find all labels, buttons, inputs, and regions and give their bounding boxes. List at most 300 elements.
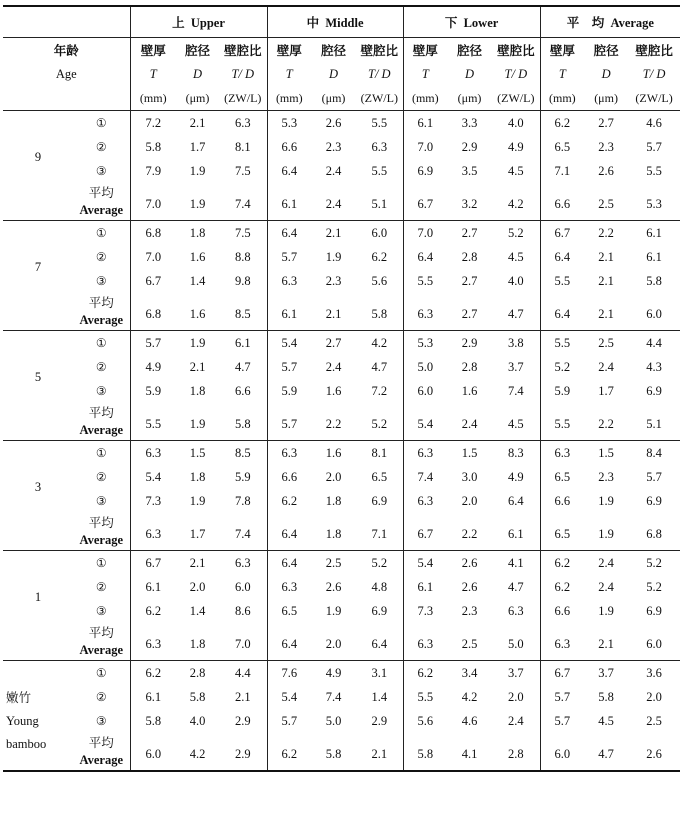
value-cell: 1.6 (189, 249, 206, 264)
average-label-en: Average (79, 203, 123, 217)
value-cell: 5.9 (234, 469, 251, 484)
average-value-cell: 5.5 (130, 403, 176, 441)
value-cell: 4.6 (461, 713, 478, 728)
value-cell: 4.1 (492, 551, 540, 576)
value-cell: 6.4 (267, 159, 311, 183)
average-value-cell: 5.0 (508, 637, 524, 651)
column-symbol: T (130, 62, 176, 86)
average-value-cell: 5.8 (311, 733, 356, 771)
value-cell: 5.2 (492, 221, 540, 246)
value-cell: 5.8 (130, 135, 176, 159)
sample-marker: ③ (95, 713, 107, 728)
average-value-cell: 5.2 (371, 417, 388, 431)
value-cell: 5.8 (646, 273, 662, 288)
table-row (3, 379, 680, 403)
value-cell: 4.9 (508, 469, 524, 484)
age-label-en: Age (55, 66, 77, 81)
value-cell: 2.7 (447, 221, 492, 246)
group-header-cn: 下 (444, 16, 458, 30)
value-cell: 5.5 (371, 163, 388, 178)
value-cell: 4.5 (508, 249, 524, 264)
value-cell: 6.1 (403, 575, 447, 599)
average-value-cell: 6.7 (403, 513, 447, 551)
average-value-cell: 2.5 (461, 637, 478, 651)
age-label: 3 (34, 480, 42, 494)
value-cell: 3.6 (628, 661, 680, 686)
column-unit: (ZW/L) (497, 90, 535, 105)
value-cell: 7.5 (219, 221, 267, 246)
value-cell: 7.9 (130, 159, 176, 183)
value-cell: 3.7 (508, 359, 524, 374)
average-label-en: Average (79, 313, 123, 327)
value-cell: 5.9 (130, 379, 176, 403)
average-value-cell: 4.2 (176, 733, 219, 771)
value-cell: 4.4 (628, 331, 680, 356)
value-cell: 1.8 (189, 383, 206, 398)
average-value-cell: 6.4 (267, 513, 311, 551)
average-row (3, 183, 680, 201)
value-cell: 6.1 (130, 575, 176, 599)
value-cell: 8.8 (234, 249, 251, 264)
value-cell: 1.4 (189, 273, 206, 288)
value-cell: 7.2 (130, 111, 176, 136)
value-cell: 7.0 (130, 245, 176, 269)
table-row (3, 221, 680, 246)
value-cell: 8.6 (234, 603, 251, 618)
value-cell: 5.2 (628, 551, 680, 576)
column-name: 腔径 (584, 38, 628, 63)
value-cell: 4.6 (628, 111, 680, 136)
value-cell: 6.0 (234, 579, 251, 594)
sample-marker: ① (73, 331, 130, 356)
average-value-cell: 6.1 (267, 183, 311, 221)
average-value-cell: 5.3 (646, 197, 662, 211)
table-row (3, 159, 680, 183)
average-value-cell: 4.7 (584, 733, 628, 771)
value-cell: 2.3 (461, 603, 478, 618)
sample-marker: ③ (95, 493, 107, 508)
value-cell: 6.1 (628, 221, 680, 246)
column-symbol: D (601, 66, 611, 81)
value-cell: 1.9 (189, 493, 206, 508)
value-cell: 8.4 (628, 441, 680, 466)
average-value-cell: 6.7 (403, 183, 447, 221)
average-value-cell: 2.8 (492, 733, 540, 771)
average-value-cell: 2.0 (325, 637, 342, 651)
average-value-cell: 2.5 (598, 197, 614, 211)
average-label-cn: 平均 (88, 186, 114, 200)
column-unit: (ZW/L) (635, 90, 673, 105)
table-row (3, 685, 680, 709)
value-cell: 4.7 (234, 359, 251, 374)
value-cell: 6.8 (130, 221, 176, 246)
sample-marker: ③ (95, 603, 107, 618)
average-value-cell: 5.8 (371, 307, 388, 321)
average-value-cell: 6.1 (267, 293, 311, 331)
value-cell: 6.5 (540, 465, 584, 489)
value-cell: 4.5 (598, 713, 614, 728)
group-header-en: Middle (325, 16, 364, 30)
age-label: 5 (34, 370, 42, 384)
table-row (3, 599, 680, 623)
sample-marker: ① (73, 221, 130, 246)
sample-marker: ② (95, 579, 107, 594)
column-symbol: D (329, 66, 339, 81)
value-cell: 6.3 (403, 441, 447, 466)
value-cell: 2.2 (584, 221, 628, 246)
column-unit: (μm) (457, 90, 482, 105)
value-cell: 5.5 (403, 685, 447, 709)
value-cell: 2.9 (234, 713, 251, 728)
value-cell: 1.9 (598, 493, 614, 508)
average-value-cell: 6.0 (646, 307, 662, 321)
value-cell: 2.0 (646, 689, 662, 704)
value-cell: 6.4 (267, 551, 311, 576)
value-cell: 5.7 (130, 331, 176, 356)
value-cell: 5.8 (598, 689, 614, 704)
value-cell: 6.3 (267, 441, 311, 466)
value-cell: 6.3 (219, 111, 267, 136)
column-name: 壁厚 (267, 38, 311, 63)
column-name: 壁腔比 (219, 38, 267, 63)
column-unit: (ZW/L) (224, 90, 262, 105)
average-value-cell: 2.2 (325, 417, 342, 431)
value-cell: 7.1 (540, 159, 584, 183)
value-cell: 6.6 (540, 489, 584, 513)
age-cell (3, 551, 73, 661)
header-unit-row (3, 86, 680, 111)
column-name: 腔径 (447, 38, 492, 63)
average-value-cell: 6.0 (646, 637, 662, 651)
value-cell: 1.5 (447, 441, 492, 466)
table-row (3, 111, 680, 136)
value-cell: 8.3 (492, 441, 540, 466)
average-value-cell: 1.7 (189, 527, 206, 541)
value-cell: 6.1 (219, 331, 267, 356)
value-cell: 2.8 (176, 661, 219, 686)
sample-marker: ② (95, 469, 107, 484)
column-unit: (μm) (321, 90, 346, 105)
corner-cell (3, 6, 130, 38)
value-cell: 2.0 (461, 493, 478, 508)
value-cell: 5.7 (540, 685, 584, 709)
average-value-cell: 3.2 (461, 197, 478, 211)
value-cell: 5.8 (189, 689, 206, 704)
value-cell: 2.4 (508, 713, 524, 728)
value-cell: 7.0 (403, 135, 447, 159)
value-cell: 2.4 (598, 579, 614, 594)
value-cell: 2.3 (325, 139, 342, 154)
value-cell: 6.7 (540, 661, 584, 686)
value-cell: 5.5 (646, 163, 662, 178)
value-cell: 1.4 (189, 603, 206, 618)
average-value-cell: 6.3 (130, 623, 176, 661)
value-cell: 5.7 (646, 139, 662, 154)
value-cell: 6.7 (540, 221, 584, 246)
sample-marker: ① (73, 661, 130, 686)
value-cell: 7.3 (130, 489, 176, 513)
value-cell: 2.5 (646, 713, 662, 728)
average-value-cell: 1.9 (598, 527, 614, 541)
average-value-cell: 2.1 (598, 637, 614, 651)
average-label-cn: 平均 (88, 736, 114, 750)
column-symbol: T/ D (231, 66, 255, 81)
value-cell: 1.7 (189, 139, 206, 154)
sample-marker: ③ (95, 163, 107, 178)
value-cell: 2.8 (461, 249, 478, 264)
value-cell: 6.3 (508, 603, 524, 618)
average-value-cell: 1.8 (189, 637, 206, 651)
column-symbol: T/ D (368, 66, 391, 81)
value-cell: 4.0 (508, 273, 524, 288)
sample-marker: ② (95, 139, 107, 154)
column-unit: (μm) (594, 90, 618, 105)
column-symbol: D (192, 66, 203, 81)
value-cell: 3.7 (492, 661, 540, 686)
value-cell: 1.6 (461, 383, 478, 398)
value-cell: 2.5 (584, 331, 628, 356)
average-row (3, 293, 680, 311)
average-value-cell: 5.5 (540, 403, 584, 441)
average-value-cell: 5.8 (234, 417, 251, 431)
value-cell: 1.6 (311, 441, 356, 466)
value-cell: 6.1 (403, 111, 447, 136)
column-unit: (μm) (185, 90, 210, 105)
value-cell: 3.5 (461, 163, 478, 178)
value-cell: 4.9 (508, 139, 524, 154)
value-cell: 6.2 (540, 551, 584, 576)
value-cell: 1.9 (598, 603, 614, 618)
average-value-cell: 6.8 (130, 293, 176, 331)
value-cell: 5.5 (540, 331, 584, 356)
column-unit: (mm) (403, 86, 447, 111)
average-value-cell: 1.9 (189, 417, 206, 431)
average-value-cell: 4.2 (508, 197, 524, 211)
value-cell: 6.2 (267, 489, 311, 513)
value-cell: 3.7 (584, 661, 628, 686)
value-cell: 2.0 (325, 469, 342, 484)
value-cell: 7.3 (403, 599, 447, 623)
table-row (3, 441, 680, 466)
value-cell: 5.0 (325, 713, 342, 728)
table-row (3, 245, 680, 269)
value-cell: 6.3 (267, 575, 311, 599)
value-cell: 1.7 (598, 383, 614, 398)
average-label-cn: 平均 (88, 406, 114, 420)
value-cell: 1.5 (584, 441, 628, 466)
group-header (540, 6, 680, 38)
value-cell: 5.5 (403, 269, 447, 293)
average-value-cell: 6.1 (508, 527, 524, 541)
value-cell: 6.9 (371, 603, 388, 618)
value-cell: 6.0 (403, 379, 447, 403)
value-cell: 5.3 (403, 331, 447, 356)
value-cell: 6.3 (371, 139, 388, 154)
fiber-measurement-table (3, 5, 680, 772)
value-cell: 5.2 (646, 579, 662, 594)
average-row (3, 623, 680, 641)
table-row (3, 575, 680, 599)
value-cell: 5.5 (356, 111, 403, 136)
value-cell: 5.7 (646, 469, 662, 484)
age-label-label-en2: bamboo (6, 737, 47, 751)
average-value-cell: 6.4 (540, 293, 584, 331)
header-group-row (3, 6, 680, 38)
column-unit: (mm) (540, 86, 584, 111)
average-value-cell: 1.9 (189, 197, 206, 211)
value-cell: 6.2 (540, 575, 584, 599)
group-header-en: Average (610, 16, 654, 30)
value-cell: 4.5 (508, 163, 524, 178)
value-cell: 1.6 (325, 383, 342, 398)
value-cell: 2.6 (598, 163, 614, 178)
value-cell: 2.3 (325, 273, 342, 288)
value-cell: 6.2 (130, 661, 176, 686)
age-cell (3, 221, 73, 331)
average-value-cell: 6.4 (371, 637, 388, 651)
average-value-cell: 5.4 (403, 403, 447, 441)
group-header-cn: 中 (306, 16, 320, 30)
value-cell: 5.4 (130, 465, 176, 489)
value-cell: 5.6 (403, 709, 447, 733)
average-value-cell: 6.6 (540, 183, 584, 221)
value-cell: 9.8 (234, 273, 251, 288)
value-cell: 2.4 (325, 359, 342, 374)
average-value-cell: 6.4 (267, 623, 311, 661)
value-cell: 4.2 (461, 689, 478, 704)
value-cell: 6.9 (403, 159, 447, 183)
value-cell: 1.8 (176, 221, 219, 246)
average-value-cell: 5.1 (646, 417, 662, 431)
value-cell: 6.5 (540, 135, 584, 159)
value-cell: 6.3 (540, 441, 584, 466)
average-value-cell: 5.8 (403, 733, 447, 771)
value-cell: 6.7 (130, 551, 176, 576)
column-name: 壁厚 (403, 38, 447, 63)
value-cell: 5.9 (540, 379, 584, 403)
table-row (3, 661, 680, 686)
value-cell: 4.8 (371, 579, 388, 594)
value-cell: 2.4 (584, 551, 628, 576)
value-cell: 5.4 (403, 551, 447, 576)
value-cell: 1.9 (325, 249, 342, 264)
value-cell: 5.2 (540, 355, 584, 379)
value-cell: 5.7 (267, 245, 311, 269)
column-symbol: T (540, 62, 584, 86)
value-cell: 4.9 (311, 661, 356, 686)
average-value-cell: 7.0 (130, 183, 176, 221)
value-cell: 4.0 (189, 713, 206, 728)
column-name: 壁腔比 (492, 38, 540, 63)
average-value-cell: 2.9 (219, 733, 267, 771)
value-cell: 6.2 (540, 111, 584, 136)
value-cell: 2.3 (598, 469, 614, 484)
average-label-cn: 平均 (88, 296, 114, 310)
value-cell: 6.9 (646, 603, 662, 618)
age-label-label-cn: 嫩竹 (6, 691, 32, 705)
value-cell: 2.5 (311, 551, 356, 576)
sample-marker: ② (95, 249, 107, 264)
value-cell: 6.3 (130, 441, 176, 466)
age-label: 1 (34, 590, 42, 604)
table-row (3, 709, 680, 733)
column-unit: (ZW/L) (360, 90, 398, 105)
value-cell: 2.4 (598, 359, 614, 374)
average-value-cell: 6.3 (540, 623, 584, 661)
value-cell: 6.5 (267, 599, 311, 623)
value-cell: 5.3 (267, 111, 311, 136)
group-header (130, 6, 267, 38)
value-cell: 5.8 (130, 709, 176, 733)
table-row (3, 465, 680, 489)
average-label-en: Average (79, 643, 123, 657)
value-cell: 3.8 (492, 331, 540, 356)
value-cell: 2.9 (447, 331, 492, 356)
average-row (3, 733, 680, 751)
value-cell: 6.1 (646, 249, 662, 264)
value-cell: 7.4 (325, 689, 342, 704)
value-cell: 7.4 (508, 383, 524, 398)
average-value-cell: 4.1 (447, 733, 492, 771)
group-header-en: Lower (463, 16, 499, 30)
value-cell: 6.4 (508, 493, 524, 508)
table-row (3, 551, 680, 576)
average-value-cell: 6.0 (540, 733, 584, 771)
group-header-en: Upper (190, 16, 225, 30)
average-value-cell: 7.4 (234, 527, 251, 541)
average-value-cell: 4.5 (508, 417, 524, 431)
column-symbol: T/ D (642, 66, 666, 81)
value-cell: 2.7 (584, 111, 628, 136)
average-label-en: Average (73, 751, 130, 771)
value-cell: 2.1 (234, 689, 251, 704)
average-value-cell: 7.0 (234, 637, 251, 651)
value-cell: 3.4 (447, 661, 492, 686)
sample-marker: ① (73, 441, 130, 466)
average-value-cell: 2.4 (461, 417, 478, 431)
value-cell: 6.4 (403, 245, 447, 269)
value-cell: 2.1 (176, 111, 219, 136)
value-cell: 4.9 (130, 355, 176, 379)
sample-marker: ② (95, 359, 107, 374)
value-cell: 6.6 (234, 383, 251, 398)
value-cell: 8.1 (234, 139, 251, 154)
average-value-cell: 6.3 (130, 513, 176, 551)
average-value-cell: 6.0 (130, 733, 176, 771)
column-symbol: T (403, 62, 447, 86)
average-value-cell: 7.4 (234, 197, 251, 211)
value-cell: 6.9 (371, 493, 388, 508)
average-value-cell: 5.7 (267, 403, 311, 441)
sample-marker: ③ (95, 273, 107, 288)
value-cell: 1.8 (325, 493, 342, 508)
average-label-en: Average (79, 423, 123, 437)
sample-marker: ② (95, 689, 107, 704)
age-cell (3, 331, 73, 441)
value-cell: 5.9 (267, 379, 311, 403)
value-cell: 5.4 (267, 331, 311, 356)
age-label-label-en1: Young (6, 714, 39, 728)
average-value-cell: 6.3 (403, 293, 447, 331)
value-cell: 2.9 (461, 139, 478, 154)
group-header (267, 6, 403, 38)
header-blank (3, 86, 130, 111)
average-value-cell: 2.1 (356, 733, 403, 771)
age-label-cn: 年龄 (3, 38, 130, 63)
average-value-cell: 4.7 (508, 307, 524, 321)
value-cell: 1.5 (176, 441, 219, 466)
table-row (3, 135, 680, 159)
